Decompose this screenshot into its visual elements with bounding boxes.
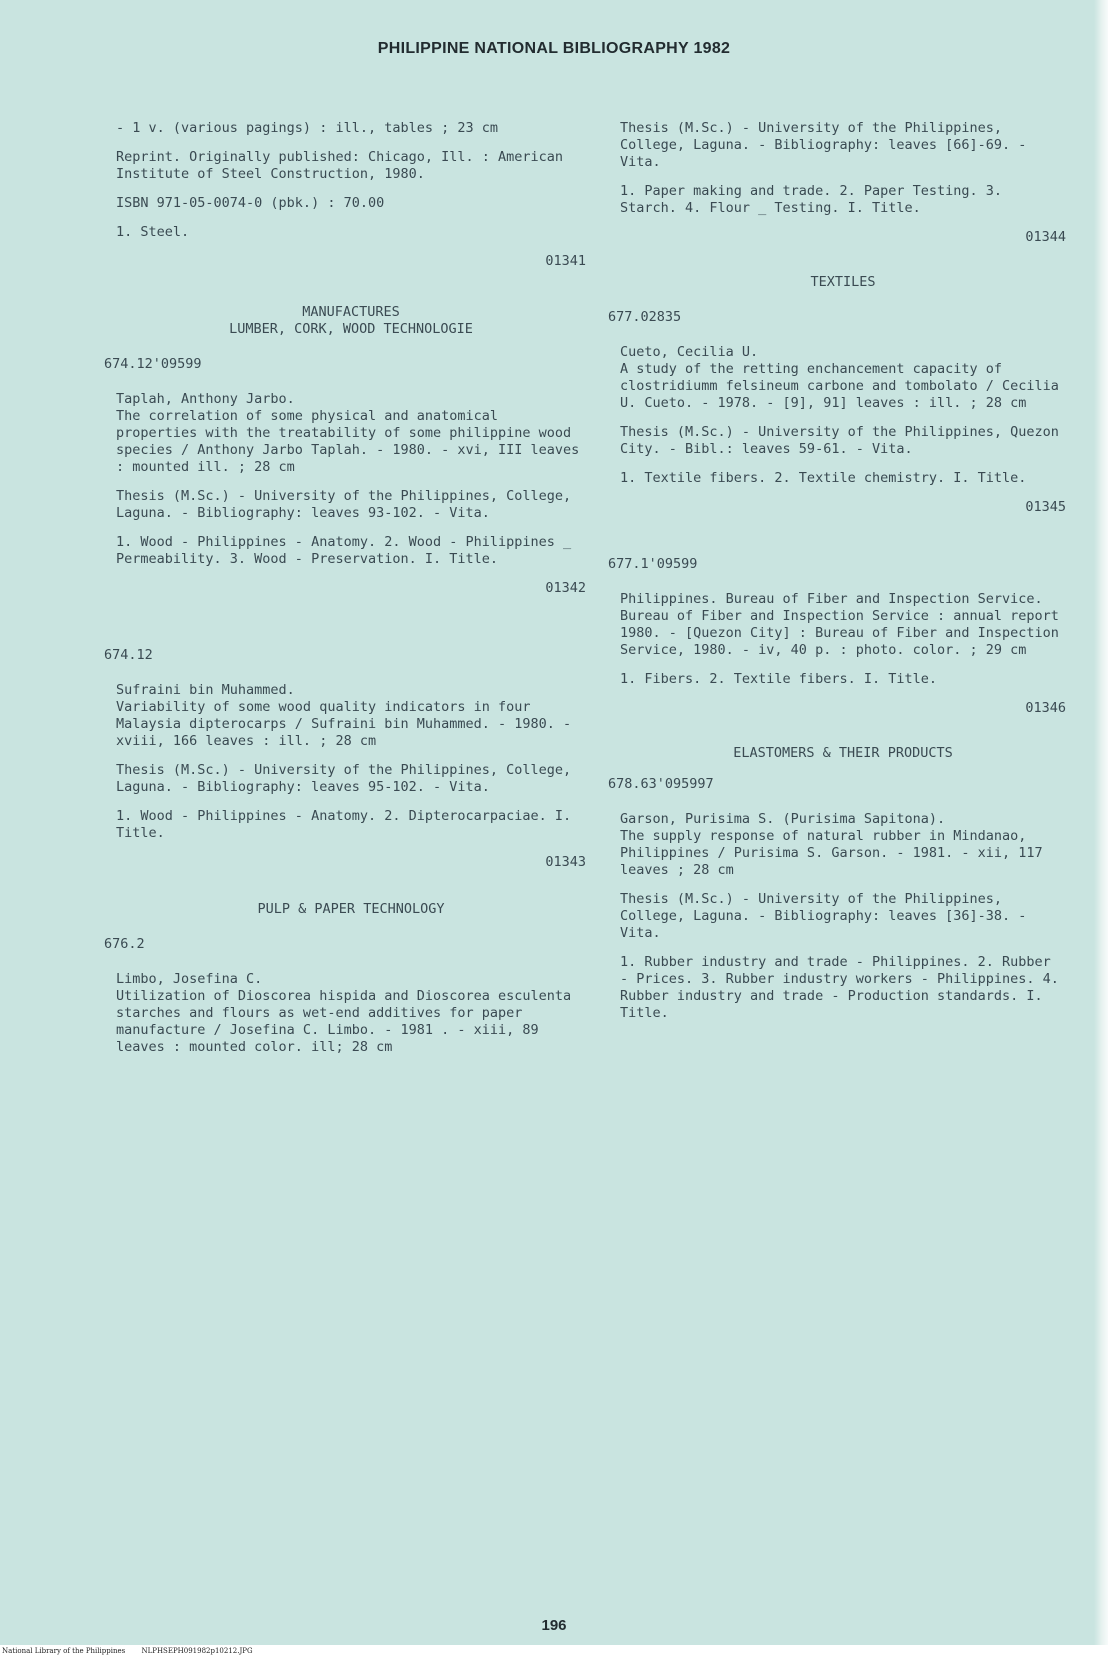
entry-continuation	[116, 120, 586, 270]
section-heading: PULP & PAPER TECHNOLOGY	[257, 901, 445, 917]
thesis-note: Thesis (M.Sc.) - University of the Philippines, College, Laguna. - Bibliography: leaves [66]-69. - Vita.	[620, 120, 1035, 170]
page-number: 196	[541, 1617, 567, 1634]
title: Utilization of Dioscorea hispida and Dioscorea esculenta starches and flours as wet-end additives for paper manufacture / Josefina C. Limbo. - 1981 . - xiii, 89 leaves : mounted color. ill; 28 cm	[116, 988, 580, 1055]
entry-number: 01341	[545, 253, 586, 269]
file-name: NLPHSEPH091982p10212.JPG	[141, 1647, 253, 1655]
bibliography-entry	[104, 936, 586, 1056]
author: Taplah, Anthony Jarbo.	[116, 391, 295, 407]
library-credit: National Library of the Philippines	[2, 1647, 126, 1655]
page-edge	[1094, 0, 1108, 1658]
author: Limbo, Josefina C.	[116, 971, 263, 987]
subjects: 1. Rubber industry and trade - Philippines. 2. Rubber - Prices. 3. Rubber industry workers - Philippines. 4. Rubber industry and trade - Production standards. I. Title.	[620, 954, 1068, 1021]
title: Variability of some wood quality indicators in four Malaysia dipterocarps / Sufraini bin Muhammed. - 1980. - xviii, 166 leaves : ill. ; 28 cm	[116, 699, 580, 749]
class-number: 674.12'09599	[104, 356, 202, 372]
note: Reprint. Originally published: Chicago, Ill. : American Institute of Steel Construction, 1980.	[116, 149, 572, 182]
thesis-note: Thesis (M.Sc.) - University of the Philippines, College, Laguna. - Bibliography: leaves 95-102. - Vita.	[116, 762, 580, 795]
subjects: 1. Textile fibers. 2. Textile chemistry. I. Title.	[620, 470, 1027, 486]
entry-number: 01346	[1025, 700, 1066, 716]
class-number: 677.02835	[608, 309, 682, 325]
subjects: 1. Fibers. 2. Textile fibers. I. Title.	[620, 671, 937, 687]
bibliography-entry	[608, 556, 1068, 717]
thesis-note: Thesis (M.Sc.) - University of the Philippines, Quezon City. - Bibl.: leaves 59-61. - Vita.	[620, 424, 1068, 457]
title: The correlation of some physical and anatomical properties with the treatability of some philippine wood species / Anthony Jarbo Taplah. - 1980. - xvi, III leaves : mounted ill. ; 28 cm	[116, 408, 588, 475]
author: Cueto, Cecilia U.	[620, 344, 759, 360]
bibliography-entry	[104, 647, 586, 871]
scan-footer	[0, 1645, 1108, 1658]
entry-number: 01345	[1025, 499, 1066, 515]
section-subheading: LUMBER, CORK, WOOD TECHNOLOGIE	[229, 321, 473, 337]
bibliography-entry	[104, 356, 588, 597]
class-number: 674.12	[104, 647, 153, 663]
author: Philippines. Bureau of Fiber and Inspection Service.	[620, 591, 1043, 607]
bibliography-entry	[608, 776, 1068, 1022]
thesis-note: Thesis (M.Sc.) - University of the Philippines, College, Laguna. - Bibliography: leaves [36]-38. - Vita.	[620, 891, 1035, 941]
isbn: ISBN 971-05-0074-0 (pbk.) : 70.00	[116, 195, 385, 211]
class-number: 676.2	[104, 936, 145, 952]
section-heading: TEXTILES	[810, 274, 876, 290]
subjects: 1. Steel.	[116, 224, 190, 240]
class-number: 677.1'09599	[608, 556, 698, 572]
subjects: 1. Wood - Philippines - Anatomy. 2. Dipterocarpaciae. I. Title.	[116, 808, 580, 841]
entry-number: 01344	[1025, 229, 1066, 245]
entry-number: 01343	[545, 854, 586, 870]
thesis-note: Thesis (M.Sc.) - University of the Philippines, College, Laguna. - Bibliography: leaves 93-102. - Vita.	[116, 488, 580, 521]
section-heading: MANUFACTURES	[302, 304, 400, 320]
entry-continuation	[620, 120, 1066, 246]
class-number: 678.63'095997	[608, 776, 714, 792]
author: Sufraini bin Muhammed.	[116, 682, 295, 698]
title: A study of the retting enchancement capacity of clostridiumm felsineum carbone and tombolato / Cecilia U. Cueto. - 1978. - [9], 91] leaves : ill. ; 28 cm	[620, 361, 1068, 411]
physical-description: - 1 v. (various pagings) : ill., tables ; 23 cm	[116, 120, 499, 136]
bibliography-entry	[608, 309, 1068, 516]
entry-number: 01342	[545, 580, 586, 596]
title: The supply response of natural rubber in Mindanao, Philippines / Purisima S. Garson. - 1981. - xii, 117 leaves ; 28 cm	[620, 828, 1051, 878]
subjects: 1. Wood - Philippines - Anatomy. 2. Wood - Philippines _ Permeability. 3. Wood - Preservation. I. Title.	[116, 534, 580, 567]
page-title: PHILIPPINE NATIONAL BIBLIOGRAPHY 1982	[377, 40, 731, 57]
section-heading: ELASTOMERS & THEIR PRODUCTS	[733, 745, 953, 761]
title: Bureau of Fiber and Inspection Service : annual report 1980. - [Quezon City] : Bureau of Fiber and Inspection Service, 1980. - iv, 40 p. : photo. color. ; 29 cm	[620, 608, 1068, 658]
subjects: 1. Paper making and trade. 2. Paper Testing. 3. Starch. 4. Flour _ Testing. I. Title.	[620, 183, 1011, 216]
right-column	[608, 120, 1068, 1034]
author: Garson, Purisima S. (Purisima Sapitona).	[620, 811, 946, 827]
left-column	[104, 120, 588, 1068]
